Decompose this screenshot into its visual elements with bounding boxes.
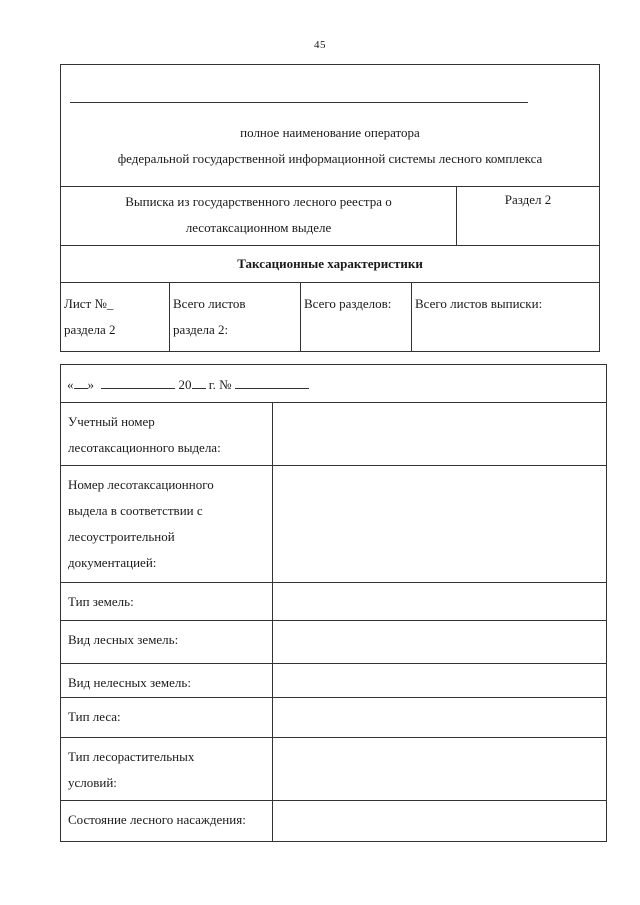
total-extract-sheets-cell[interactable] (412, 283, 599, 351)
page-number: 45 (314, 39, 326, 51)
record-label-line: Номер лесотаксационного (68, 477, 214, 492)
record-label-line: Тип леса: (68, 709, 121, 724)
record-label-line: лесотаксационного выдела: (68, 440, 221, 455)
characteristics-title: Таксационные характеристики (61, 246, 599, 283)
record-label-line: Учетный номер (68, 414, 155, 429)
record-value-field[interactable] (273, 403, 606, 465)
record-value-field[interactable] (273, 583, 606, 620)
year-prefix: 20 (178, 377, 192, 392)
record-label-line: Вид нелесных земель: (68, 675, 191, 690)
date-number-row[interactable] (61, 365, 606, 403)
date-number-suffix: г. № (208, 377, 232, 392)
extract-title-line1: Выписка из государственного лесного реестра о (125, 194, 392, 209)
section-label: Раздел 2 (504, 192, 552, 207)
record-label-line: Тип лесорастительных (68, 749, 195, 764)
operator-caption (61, 120, 599, 172)
extract-title-row (61, 187, 599, 246)
date-open-quote: « (67, 377, 74, 392)
record-label (61, 738, 273, 800)
extract-header-form (60, 64, 600, 352)
operator-caption-line1: полное наименование оператора (240, 125, 420, 140)
records-form (60, 364, 607, 842)
total-extract-sheets-label: Всего листов выписки: (415, 296, 543, 311)
record-label (61, 664, 273, 697)
record-label (61, 583, 273, 620)
total-sheets-label-line2: раздела 2: (173, 322, 229, 337)
record-row (61, 801, 606, 841)
record-value-field[interactable] (273, 664, 606, 697)
records-rows (61, 403, 606, 841)
record-value-field[interactable] (273, 621, 606, 663)
record-label-line: выдела в соответствии с (68, 503, 203, 518)
operator-block (61, 65, 599, 187)
record-row (61, 466, 606, 583)
number-blank[interactable] (235, 376, 309, 389)
day-blank[interactable] (74, 376, 88, 389)
record-label-line: лесоустроительной (68, 529, 175, 544)
record-row (61, 738, 606, 801)
record-row (61, 583, 606, 621)
record-row (61, 698, 606, 738)
record-label-line: Тип земель: (68, 594, 134, 609)
record-label-line: условий: (68, 775, 117, 790)
record-label (61, 698, 273, 737)
month-blank[interactable] (101, 376, 175, 389)
record-value-field[interactable] (273, 466, 606, 582)
record-label (61, 621, 273, 663)
record-label-line: документацией: (68, 555, 157, 570)
extract-title (61, 187, 457, 245)
sheet-number-label-line2: раздела 2 (64, 322, 116, 337)
record-label-line: Вид лесных земель: (68, 632, 179, 647)
record-row (61, 621, 606, 664)
operator-caption-line2: федеральной государственной информационной системы лесного комплекса (117, 151, 543, 166)
year-blank[interactable] (192, 376, 206, 389)
record-value-field[interactable] (273, 698, 606, 737)
sheets-row (61, 283, 599, 351)
total-sheets-cell[interactable] (170, 283, 301, 351)
sheet-number-label-line1: Лист №_ (64, 296, 114, 311)
record-label (61, 466, 273, 582)
total-sections-cell[interactable] (301, 283, 412, 351)
record-value-field[interactable] (273, 738, 606, 800)
sheet-number-cell[interactable] (61, 283, 170, 351)
record-row (61, 664, 606, 698)
operator-name-blank-line[interactable] (70, 102, 528, 103)
extract-title-line2: лесотаксационном выделе (185, 220, 332, 235)
record-label-line: Состояние лесного насаждения: (68, 812, 246, 827)
date-close-quote: » (87, 377, 94, 392)
total-sections-label: Всего разделов: (304, 296, 392, 311)
record-label (61, 403, 273, 465)
record-row (61, 403, 606, 466)
record-label (61, 801, 273, 841)
record-value-field[interactable] (273, 801, 606, 841)
total-sheets-label-line1: Всего листов (173, 296, 246, 311)
